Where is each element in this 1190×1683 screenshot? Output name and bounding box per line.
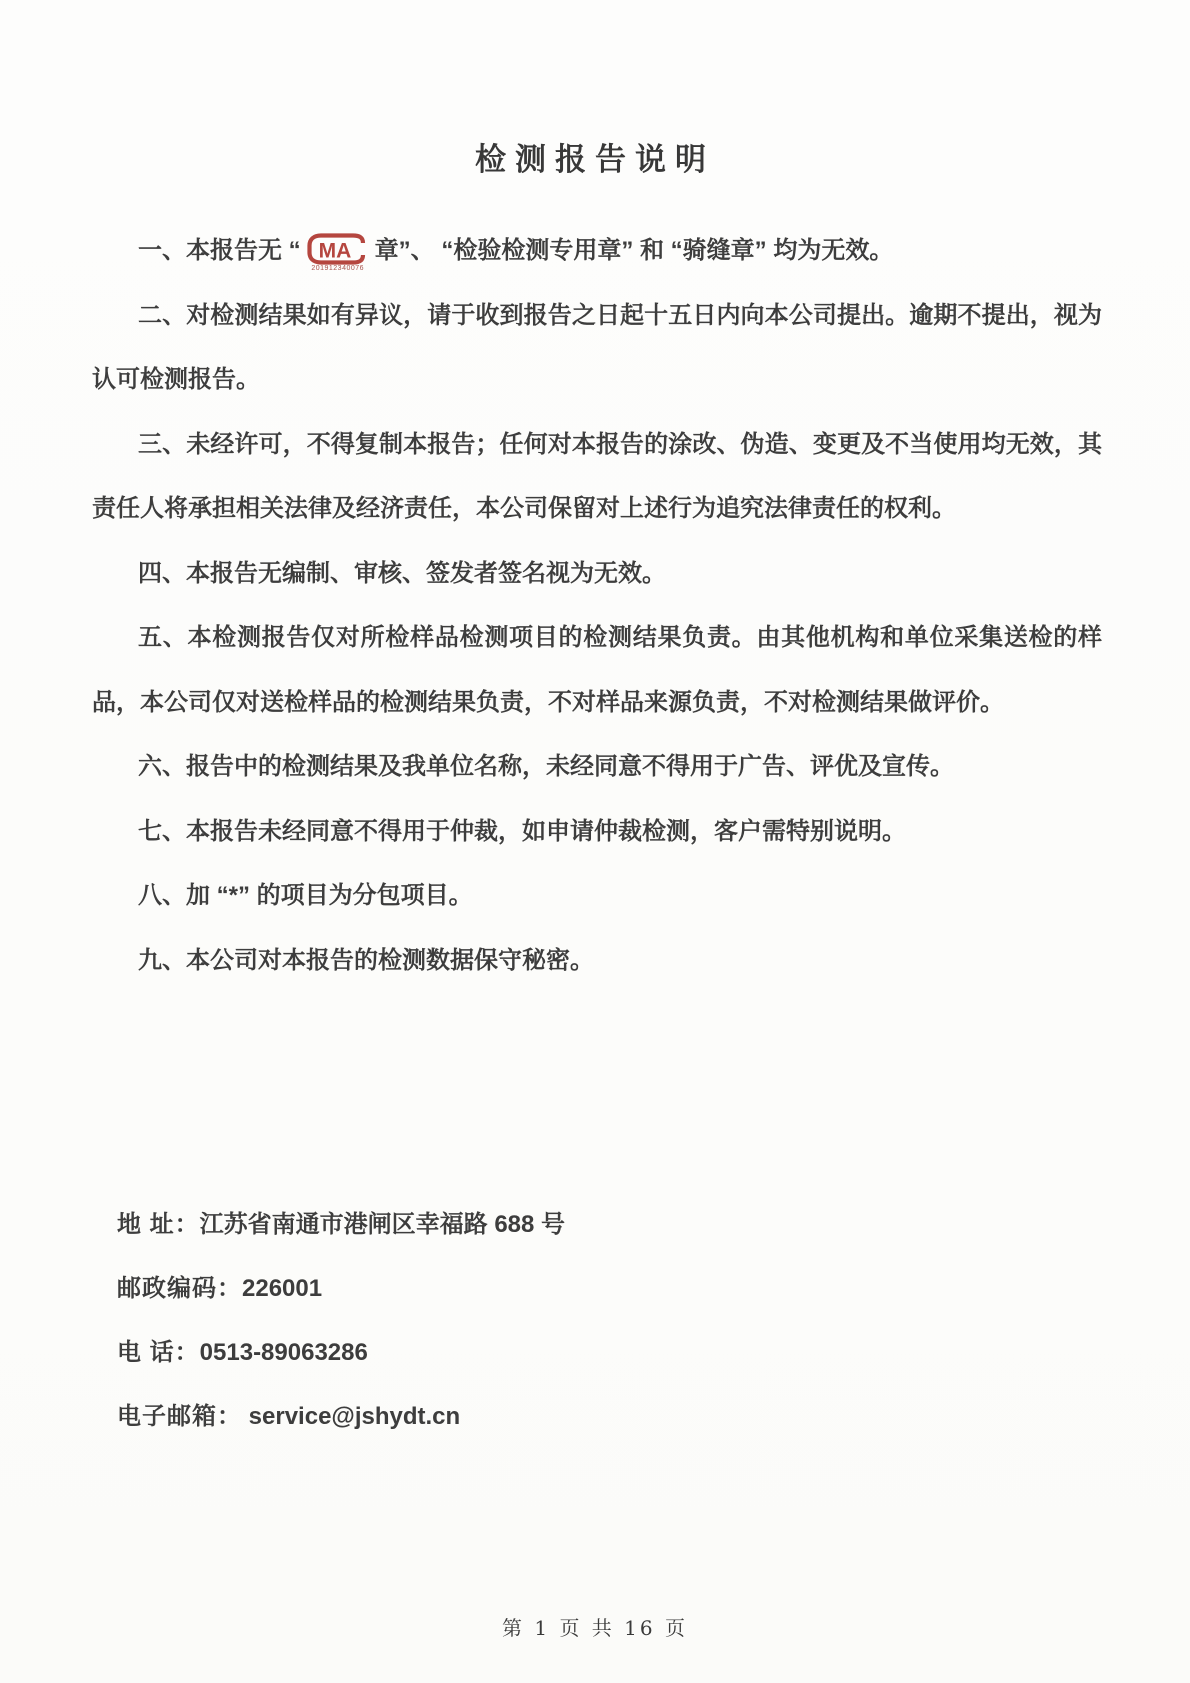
postal-code-value: 226001 (242, 1275, 323, 1302)
report-note-item-2: 二、对检测结果如有异议，请于收到报告之日起十五日内向本公司提出。逾期不提出，视为认可检测报告。 (92, 301, 1102, 393)
email-label: 电子邮箱： (117, 1403, 242, 1430)
cma-stamp-shape (306, 232, 370, 266)
cma-stamp-number: 201912340076 (311, 265, 365, 272)
report-note-item-3: 三、未经许可，不得复制本报告；任何对本报告的涂改、伪造、变更及不当使用均无效，其责任人将承担相关法律及经济责任，本公司保留对上述行为追究法律责任的权利。 (92, 430, 1102, 522)
page-footer: 第 1 页 共 16 页 (502, 1616, 688, 1640)
report-note-item-6: 六、报告中的检测结果及我单位名称，未经同意不得用于广告、评优及宣传。 (138, 753, 954, 780)
cma-stamp-icon (306, 232, 370, 272)
address-label: 地 址： (117, 1211, 200, 1238)
phone-line (117, 1321, 1190, 1385)
report-note-item-4: 四、本报告无编制、审核、签发者签名视为无效。 (138, 559, 666, 587)
address-value: 江苏省南通市港闸区幸福路 688 号 (199, 1211, 566, 1238)
postal-code-label: 邮政编码： (117, 1275, 242, 1302)
address-line (117, 1193, 1190, 1257)
email-value: service@jshydt.cn (242, 1403, 461, 1430)
page-title: 检测报告说明 (475, 142, 715, 177)
report-note-item-7: 七、本报告未经同意不得用于仲裁，如申请仲裁检测，客户需特别说明。 (138, 817, 906, 845)
report-note-item-8: 八、加 “*” 的项目为分包项目。 (138, 882, 473, 909)
note-1-text-before-stamp: 一、本报告无 “ (138, 237, 301, 264)
report-note-item-9: 九、本公司对本报告的检测数据保守秘密。 (138, 946, 594, 974)
email-line (117, 1385, 1190, 1449)
report-note-item-5: 五、本检测报告仅对所检样品检测项目的检测结果负责。由其他机构和单位采集送检的样品，本公司仅对送检样品的检测结果负责，不对样品来源负责，不对检测结果做评价。 (92, 624, 1102, 716)
postal-code-line (117, 1257, 1190, 1321)
cma-stamp-letters: MA (318, 239, 352, 263)
note-1-text-after-stamp: 章”、 “检验检测专用章” 和 “骑缝章” 均为无效。 (374, 237, 894, 264)
phone-label: 电 话： (117, 1339, 200, 1366)
phone-value: 0513-89063286 (199, 1339, 368, 1366)
report-notes (92, 219, 1102, 993)
contact-info (117, 1193, 1190, 1449)
report-note-item-1 (92, 219, 1102, 284)
